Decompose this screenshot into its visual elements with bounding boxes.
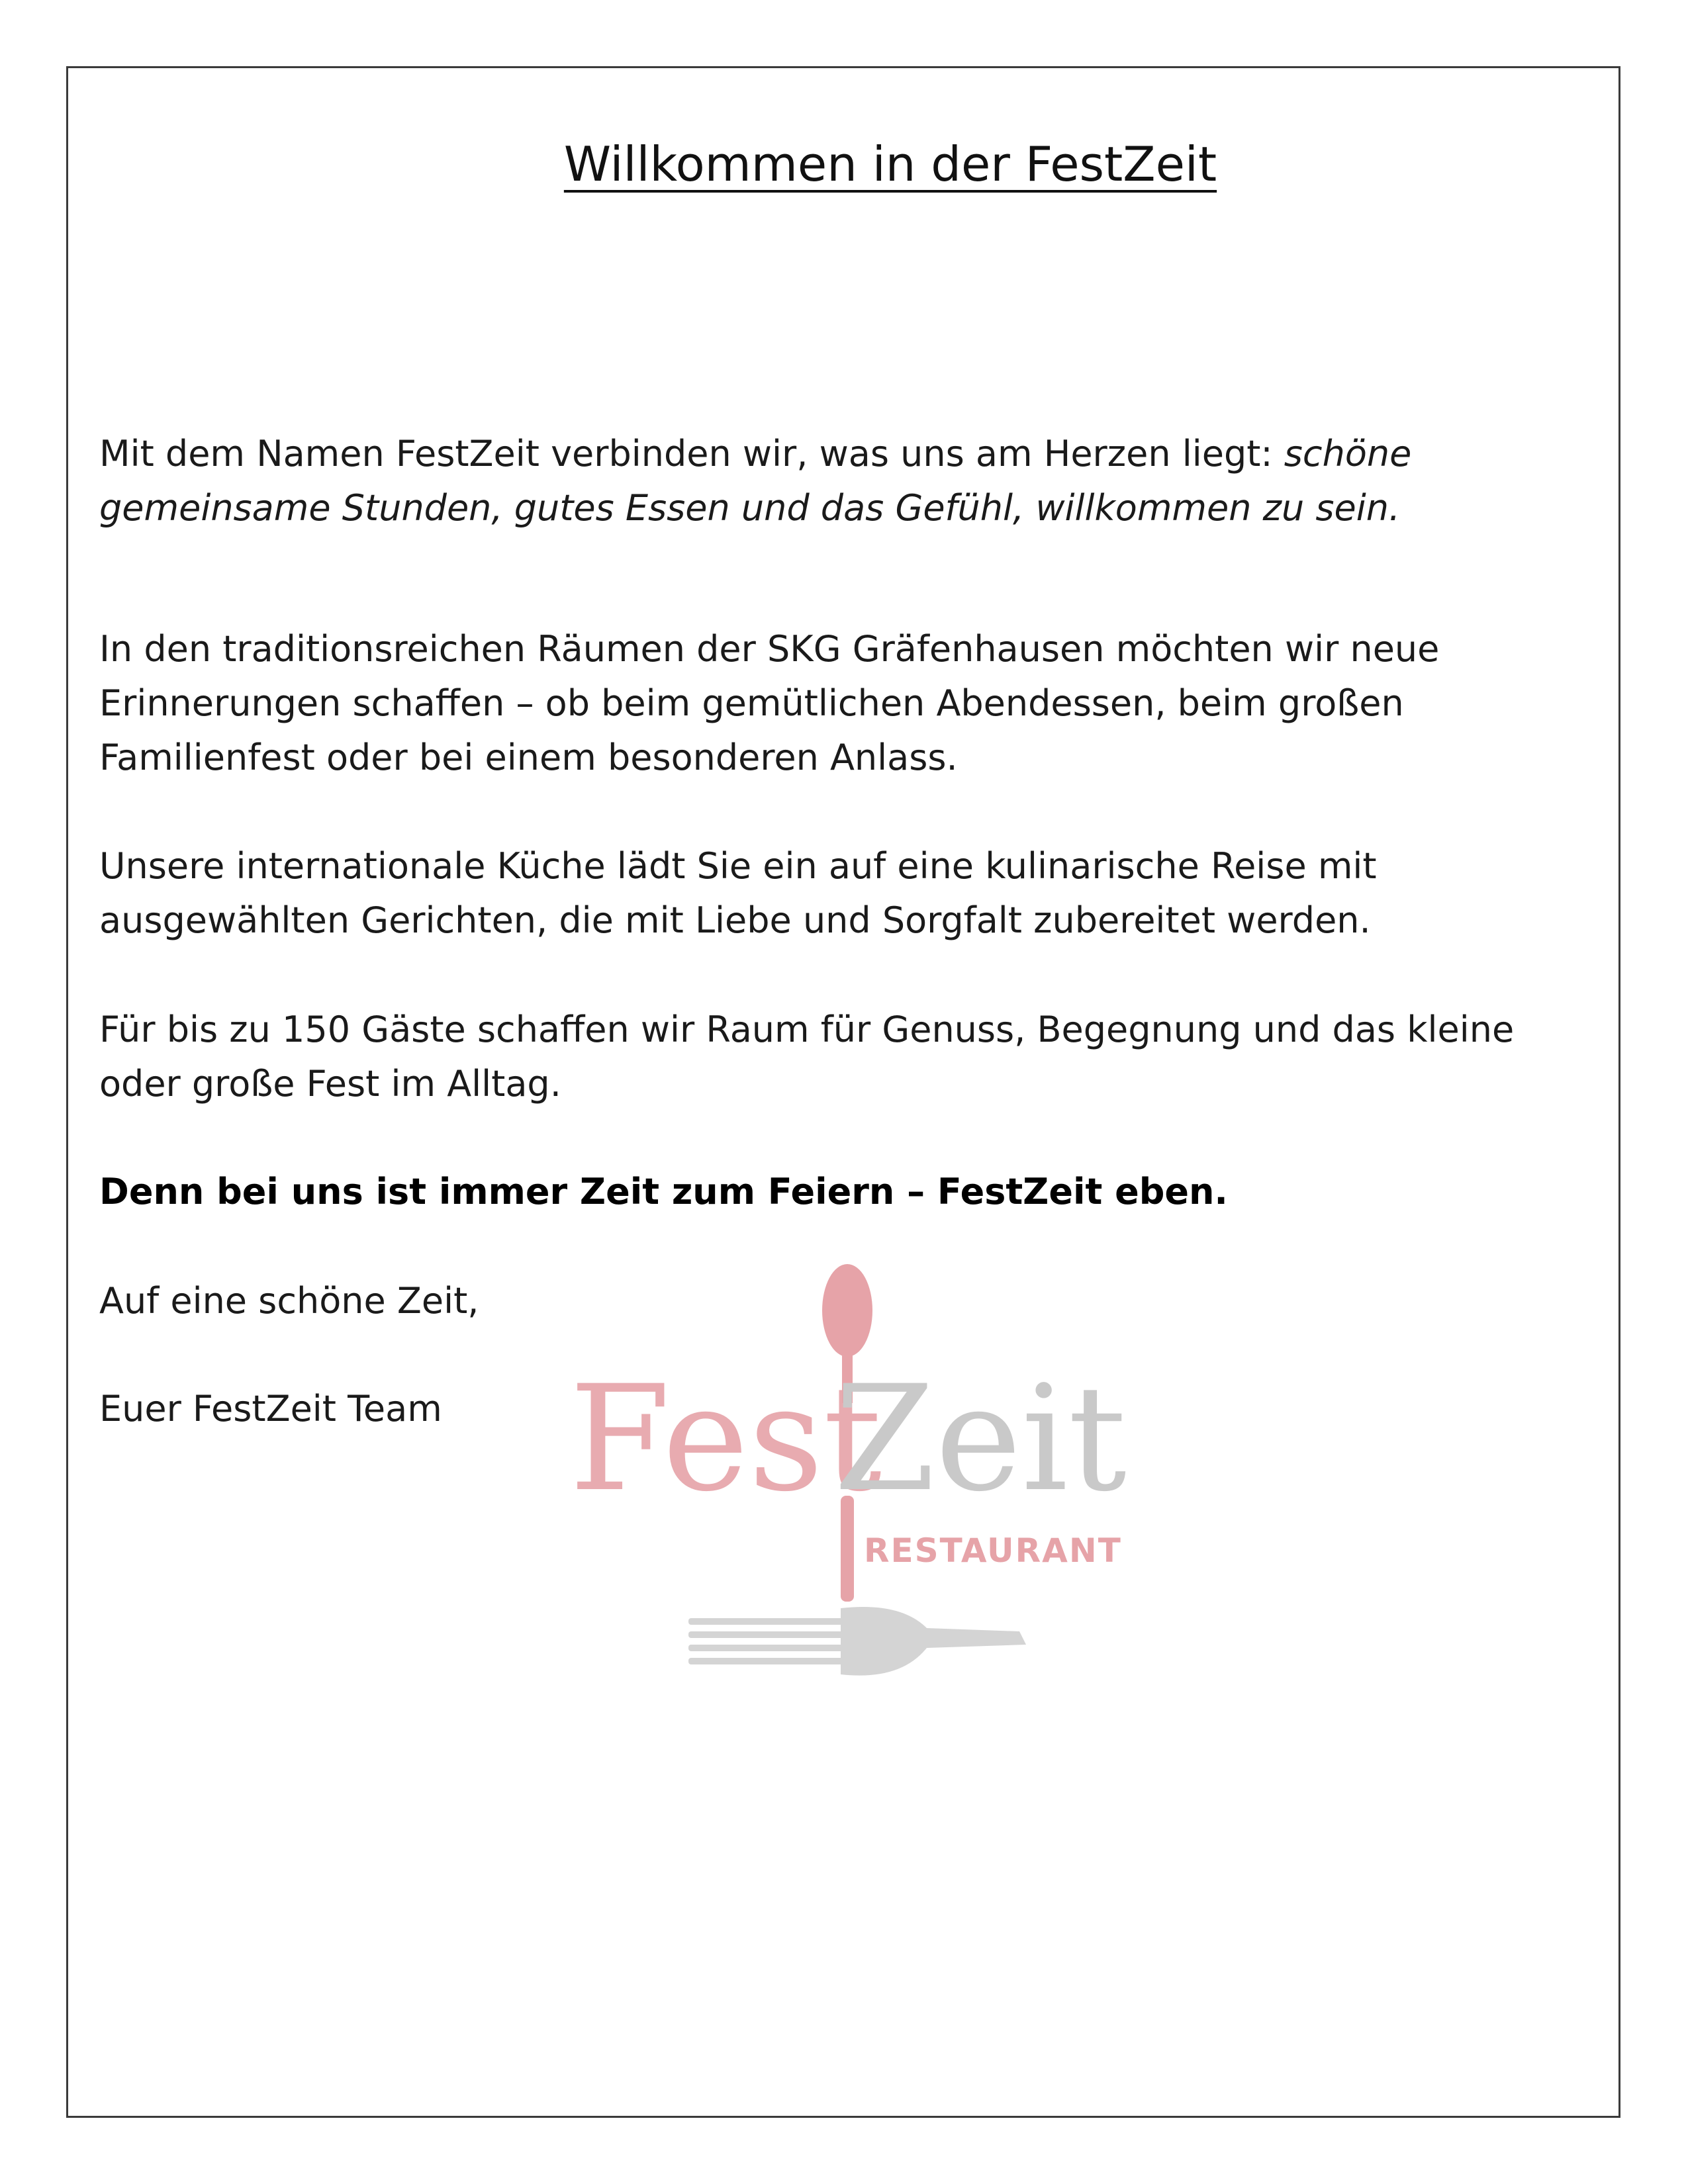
- closing-line: Auf eine schöne Zeit,: [99, 1280, 479, 1322]
- paragraph-guests: Für bis zu 150 Gäste schaffen wir Raum für Genuss, Begegnung und das kleine oder große Fest im Alltag.: [99, 1009, 1515, 1105]
- intro-paragraph: [99, 427, 1589, 535]
- intro-text: Mit dem Namen FestZeit verbinden wir, was uns am Herzen liegt:: [99, 433, 1284, 475]
- paragraph-kitchen: Unsere internationale Küche lädt Sie ein auf eine kulinarische Reise mit ausgewählten Gerichten, die mit Liebe und Sorgfalt zubereitet werden.: [99, 845, 1377, 941]
- logo-subtitle: RESTAURANT: [864, 1531, 1122, 1570]
- paragraph-rooms: In den traditionsreichen Räumen der SKG Gräfenhausen möchten wir neue Erinnerungen schaffen – ob beim gemütlichen Abendessen, beim großen Familienfest oder bei einem besonderen Anlass.: [99, 628, 1440, 778]
- tagline: Denn bei uns ist immer Zeit zum Feiern – FestZeit eben.: [99, 1171, 1228, 1212]
- signature: Euer FestZeit Team: [99, 1388, 442, 1430]
- intro-italic-text: schöne gemeinsame Stunden, gutes Essen und das Gefühl, willkommen zu sein.: [99, 433, 1412, 529]
- page-title: Willkommen in der FestZeit: [563, 136, 1217, 192]
- fork-icon: [688, 1607, 1026, 1676]
- logo-word-fest: Fest: [569, 1354, 882, 1524]
- logo-word-zeit: Zeit: [834, 1354, 1127, 1524]
- festzeit-restaurant-logo: [556, 1257, 1152, 1734]
